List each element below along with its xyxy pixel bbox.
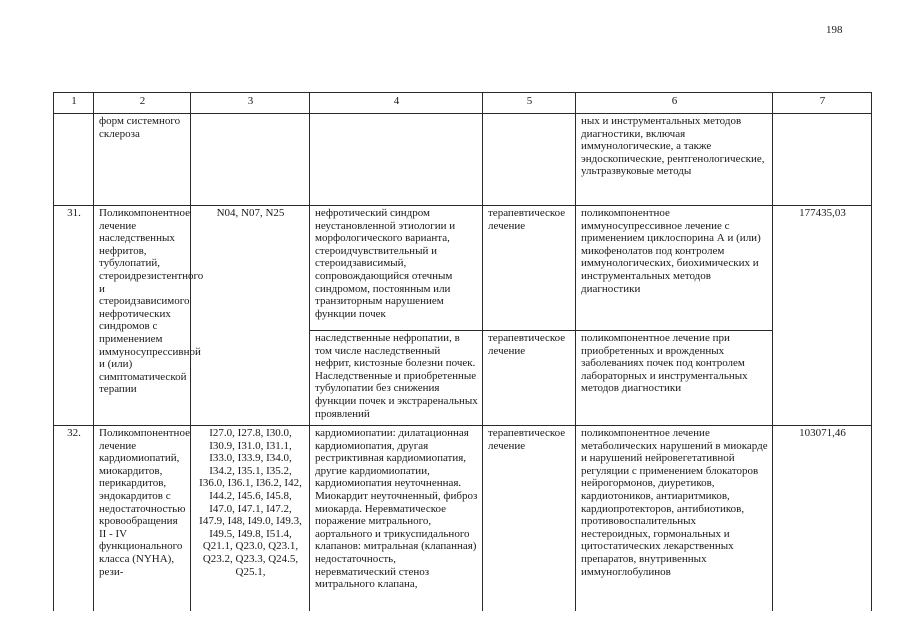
header-cell: 3 [191,93,310,114]
header-cell: 7 [773,93,872,114]
cell-num: 32. [54,426,94,611]
cell-method: ных и инструментальных методов диагностики, включая иммунологические, а также эндоскопические, рентгенологические, ультразвуковые методы [576,114,773,206]
table-row [54,206,872,331]
header-cell: 2 [94,93,191,114]
cell-codes: I27.0, I27.8, I30.0, I30.9, I31.0, I31.1, I33.0, I33.9, I34.0, I34.2, I35.1, I35.2, I36.0, I36.1, I36.2, I42, I44.2, I45.6, I45.8, I47.0, I47.1, I47.2, I47.9, I48, I49.0, I49.3, I49.5, I49.8, I51.4, Q21.1, Q23.0, Q23.1, Q23.2, Q23.3, Q24.5, Q25.1, [191,426,310,611]
cell-model: кардиомиопатии: дилатационная кардиомиопатия, другая рестриктивная кардиомиопатия, другие кардиомиопатии, кардиомиопатия неуточненная. Миокардит неуточненный, фиброз миокарда. Неревматическое поражение митрального, аортального и трикуспидального клапанов: митральная (клапанная) недостаточность, неревматический стеноз митрального клапана, [310,426,483,611]
cell-name: форм системного склероза [94,114,191,206]
cell-name: Поликомпонентное лечение наследственных нефритов, тубулопатий, стероидрезистентного и стероидзависимого нефротических синдромов с применением иммуносупрессивной и (или) симптоматической терапии [94,206,191,426]
table-header-row [54,93,872,114]
header-cell: 5 [483,93,576,114]
cell-name: Поликомпонентное лечение кардиомиопатий, миокардитов, перикардитов, эндокардитов с недостаточностью кровообращения II - IV функционального класса (NYHA), рези- [94,426,191,611]
cell-num: 31. [54,206,94,426]
table-row [54,426,872,611]
cell-model [310,114,483,206]
header-cell: 1 [54,93,94,114]
cell-method: поликомпонентное лечение при приобретенных и врожденных заболеваниях почек под контролем лабораторных и инструментальных методов диагностики [576,331,773,426]
page-number: 198 [826,24,843,36]
cell-treat-type [483,114,576,206]
cell-treat-type: терапевтическое лечение [483,426,576,611]
cell-codes: N04, N07, N25 [191,206,310,426]
medical-care-table [53,92,872,611]
cell-price: 103071,46 [773,426,872,611]
continued-row [54,114,872,206]
header-cell: 4 [310,93,483,114]
cell-treat-type: терапевтическое лечение [483,331,576,426]
header-cell: 6 [576,93,773,114]
cell-method: поликомпонентное лечение метаболических нарушений в миокарде и нарушений нейровегетативной регуляции с применением блокаторов нейрогормонов, диуретиков, кардиотоников, антиаритмиков, кардиопротекторов, антибиотиков, противовоспалительных нестероидных, гормональных и цитостатических лекарственных препаратов, внутривенных иммуноглобулинов [576,426,773,611]
cell-method: поликомпонентное иммуносупрессивное лечение с применением циклоспорина А и (или) микофенолатов под контролем иммунологических, биохимических и инструментальных методов диагностики [576,206,773,331]
cell-price [773,114,872,206]
cell-price: 177435,03 [773,206,872,426]
cell-treat-type: терапевтическое лечение [483,206,576,331]
cell-model: наследственные нефропатии, в том числе наследственный нефрит, кистозные болезни почек. Наследственные и приобретенные тубулопатии без снижения функции почек и экстраренальных проявлений [310,331,483,426]
cell-num [54,114,94,206]
cell-codes [191,114,310,206]
cell-model: нефротический синдром неустановленной этиологии и морфологического варианта, стероидчувствительный и стероидзависимый, сопровождающийся отечным синдромом, постоянным или транзиторным нарушением функции почек [310,206,483,331]
